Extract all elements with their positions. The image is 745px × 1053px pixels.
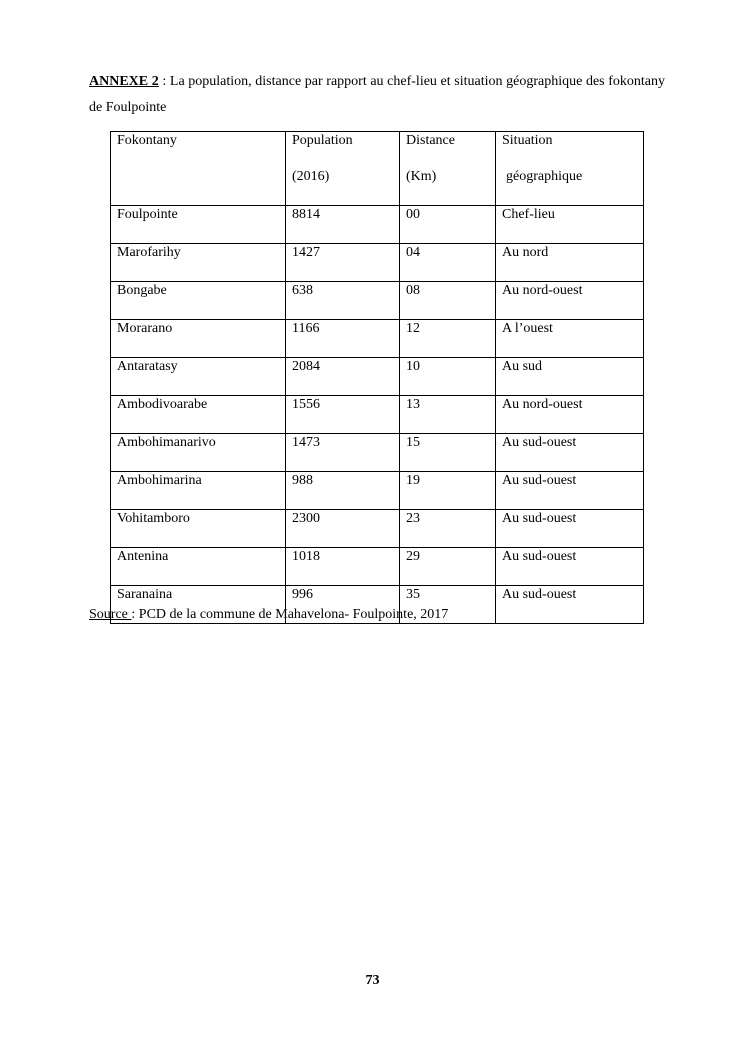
cell-fokontany: Vohitamboro bbox=[111, 510, 286, 548]
cell-population: 1166 bbox=[286, 320, 400, 358]
cell-fokontany: Foulpointe bbox=[111, 206, 286, 244]
table-row bbox=[111, 282, 644, 320]
cell-fokontany: Ambohimanarivo bbox=[111, 434, 286, 472]
cell-fokontany: Marofarihy bbox=[111, 244, 286, 282]
annex-label: ANNEXE 2 bbox=[89, 74, 159, 89]
cell-distance: 04 bbox=[400, 244, 496, 282]
cell-distance: 29 bbox=[400, 548, 496, 586]
cell-population: 1018 bbox=[286, 548, 400, 586]
header-distance-unit: (Km) bbox=[406, 169, 437, 184]
annex-separator: : bbox=[158, 74, 170, 89]
cell-situation: Au sud-ouest bbox=[496, 548, 644, 586]
header-population-label: Population bbox=[292, 133, 353, 148]
cell-distance: 15 bbox=[400, 434, 496, 472]
table-header-row bbox=[111, 132, 644, 206]
cell-distance: 10 bbox=[400, 358, 496, 396]
header-fokontany-label: Fokontany bbox=[117, 133, 177, 148]
cell-distance: 19 bbox=[400, 472, 496, 510]
table-row bbox=[111, 320, 644, 358]
header-situation-line2: géographique bbox=[506, 169, 583, 184]
cell-fokontany: Antenina bbox=[111, 548, 286, 586]
header-population bbox=[286, 132, 400, 206]
table-row bbox=[111, 206, 644, 244]
cell-distance: 08 bbox=[400, 282, 496, 320]
annex-title: La population, distance par rapport au chef-lieu et situation géographique des fokontany de Foulpointe bbox=[89, 74, 665, 115]
cell-situation: Au sud-ouest bbox=[496, 434, 644, 472]
header-population-unit: (2016) bbox=[292, 169, 330, 184]
cell-situation: Au nord-ouest bbox=[496, 282, 644, 320]
table-row bbox=[111, 244, 644, 282]
cell-population: 8814 bbox=[286, 206, 400, 244]
cell-fokontany: Bongabe bbox=[111, 282, 286, 320]
source-text: : PCD de la commune de Mahavelona- Foulpointe, 2017 bbox=[131, 607, 449, 622]
cell-distance: 12 bbox=[400, 320, 496, 358]
page-number: 73 bbox=[365, 973, 380, 988]
cell-distance: 13 bbox=[400, 396, 496, 434]
cell-population: 1473 bbox=[286, 434, 400, 472]
table-row bbox=[111, 510, 644, 548]
cell-population: 996 bbox=[286, 586, 400, 624]
cell-population: 2300 bbox=[286, 510, 400, 548]
header-fokontany bbox=[111, 132, 286, 206]
cell-situation: Au sud-ouest bbox=[496, 472, 644, 510]
cell-situation: Au nord-ouest bbox=[496, 396, 644, 434]
header-distance bbox=[400, 132, 496, 206]
cell-situation: Au sud-ouest bbox=[496, 586, 644, 624]
cell-population: 988 bbox=[286, 472, 400, 510]
population-table bbox=[110, 131, 644, 624]
table-row bbox=[111, 434, 644, 472]
table-row bbox=[111, 472, 644, 510]
cell-population: 1556 bbox=[286, 396, 400, 434]
header-situation bbox=[496, 132, 644, 206]
cell-population: 1427 bbox=[286, 244, 400, 282]
header-situation-label: Situation bbox=[502, 133, 553, 148]
table-row bbox=[111, 548, 644, 586]
annex-heading bbox=[89, 69, 665, 121]
cell-fokontany: Antaratasy bbox=[111, 358, 286, 396]
cell-situation: Au sud-ouest bbox=[496, 510, 644, 548]
cell-distance: 00 bbox=[400, 206, 496, 244]
header-distance-label: Distance bbox=[406, 133, 455, 148]
table-row bbox=[111, 358, 644, 396]
cell-situation: A l’ouest bbox=[496, 320, 644, 358]
cell-situation: Au nord bbox=[496, 244, 644, 282]
cell-distance: 23 bbox=[400, 510, 496, 548]
cell-situation: Au sud bbox=[496, 358, 644, 396]
cell-situation: Chef-lieu bbox=[496, 206, 644, 244]
source-label: Source bbox=[89, 607, 132, 622]
source-note bbox=[89, 606, 448, 624]
cell-fokontany: Ambohimarina bbox=[111, 472, 286, 510]
cell-population: 2084 bbox=[286, 358, 400, 396]
cell-fokontany: Ambodivoarabe bbox=[111, 396, 286, 434]
cell-fokontany: Saranaina bbox=[111, 586, 286, 624]
table-body bbox=[111, 206, 644, 624]
cell-fokontany: Morarano bbox=[111, 320, 286, 358]
cell-population: 638 bbox=[286, 282, 400, 320]
table-row bbox=[111, 396, 644, 434]
cell-distance: 35 bbox=[400, 586, 496, 624]
